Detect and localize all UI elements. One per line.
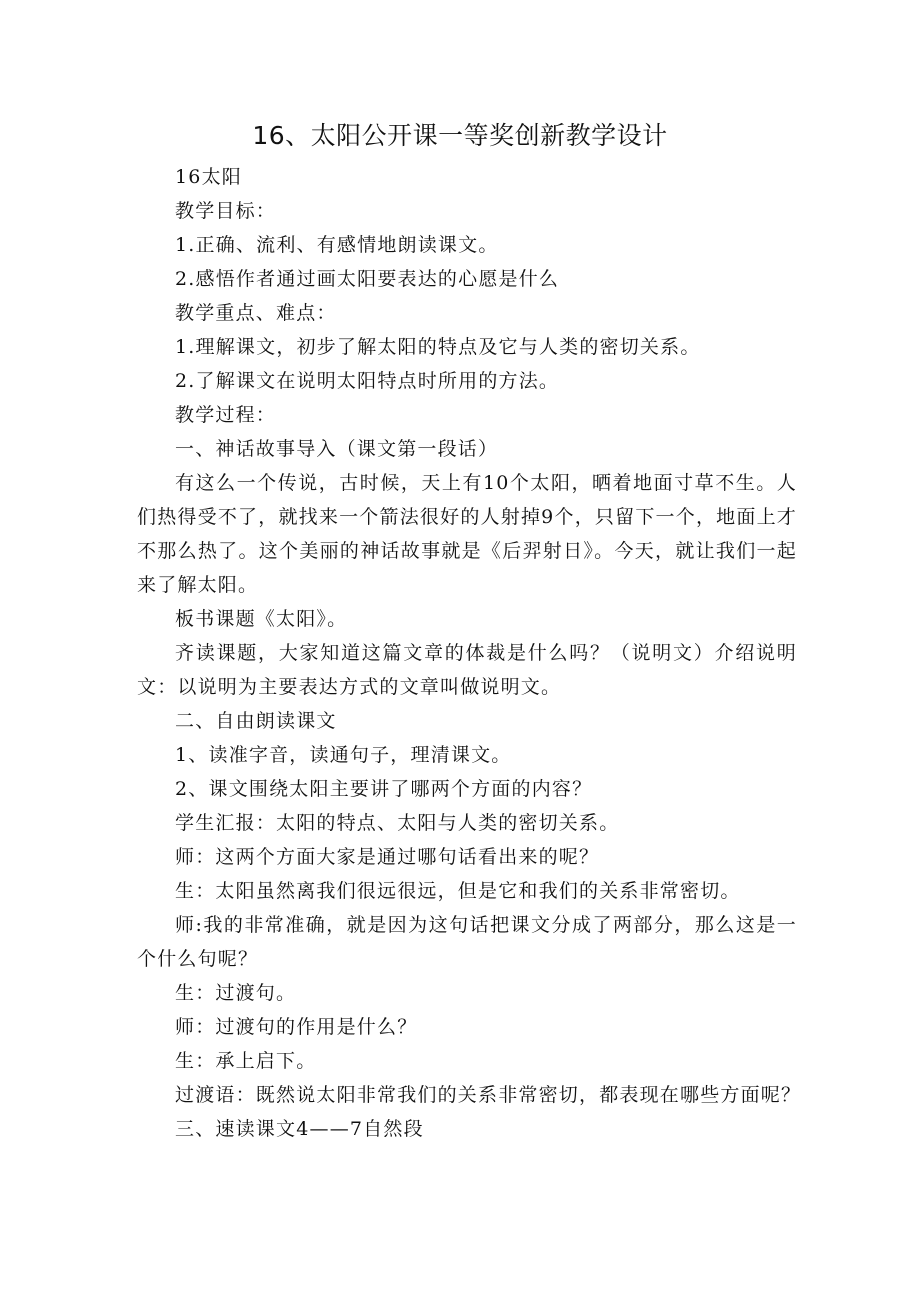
section-heading-objectives: 教学目标： [175, 200, 277, 222]
section-heading-keypoints: 教学重点、难点： [175, 302, 337, 324]
body-paragraph: 齐读课题，大家知道这篇文章的体裁是什么吗？（说明文）介绍说明文：以说明为主要表达方式的文章叫做说明文。 [137, 642, 797, 698]
body-paragraph: 1、读准字音，读通句子，理清课文。 [175, 744, 512, 766]
body-paragraph: 过渡语：既然说太阳非常我们的关系非常密切，都表现在哪些方面呢？ [175, 1084, 802, 1106]
body-paragraph: 板书课题《太阳》。 [175, 608, 348, 630]
body-paragraph: 2、课文围绕太阳主要讲了哪两个方面的内容？ [175, 778, 593, 800]
keypoint-item: 2.了解课文在说明太阳特点时所用的方法。 [175, 370, 560, 392]
dialogue-line: 师:我的非常准确，就是因为这句话把课文分成了两部分，那么这是一个什么句呢？ [137, 914, 797, 970]
objective-item: 1.正确、流利、有感情地朗读课文。 [175, 234, 499, 256]
document-body [137, 160, 802, 1146]
step-heading: 二、自由朗读课文 [175, 710, 337, 732]
step-heading: 三、速读课文4——7自然段 [175, 1118, 424, 1140]
document-title: 16、太阳公开课一等奖创新教学设计 [252, 121, 668, 150]
body-paragraph: 有这么一个传说，古时候，天上有10个太阳，晒着地面寸草不生。人们热得受不了，就找来一个箭法很好的人射掉9个，只留下一个，地面上才不那么热了。这个美丽的神话故事就是《后羿射日》。今天，就让我们一起来了解太阳。 [137, 472, 797, 596]
body-paragraph: 学生汇报：太阳的特点、太阳与人类的密切关系。 [175, 812, 620, 834]
dialogue-line: 师：过渡句的作用是什么？ [175, 1016, 418, 1038]
step-heading: 一、神话故事导入（课文第一段话） [175, 438, 499, 460]
dialogue-line: 生：过渡句。 [175, 982, 297, 1004]
lesson-heading: 16太阳 [175, 166, 242, 188]
keypoint-item: 1.理解课文，初步了解太阳的特点及它与人类的密切关系。 [175, 336, 701, 358]
objective-item: 2.感悟作者通过画太阳要表达的心愿是什么 [175, 268, 560, 290]
dialogue-line: 生：太阳虽然离我们很远很远，但是它和我们的关系非常密切。 [175, 880, 741, 902]
dialogue-line: 师：这两个方面大家是通过哪句话看出来的呢？ [175, 846, 600, 868]
dialogue-line: 生：承上启下。 [175, 1050, 317, 1072]
section-heading-process: 教学过程： [175, 404, 277, 426]
